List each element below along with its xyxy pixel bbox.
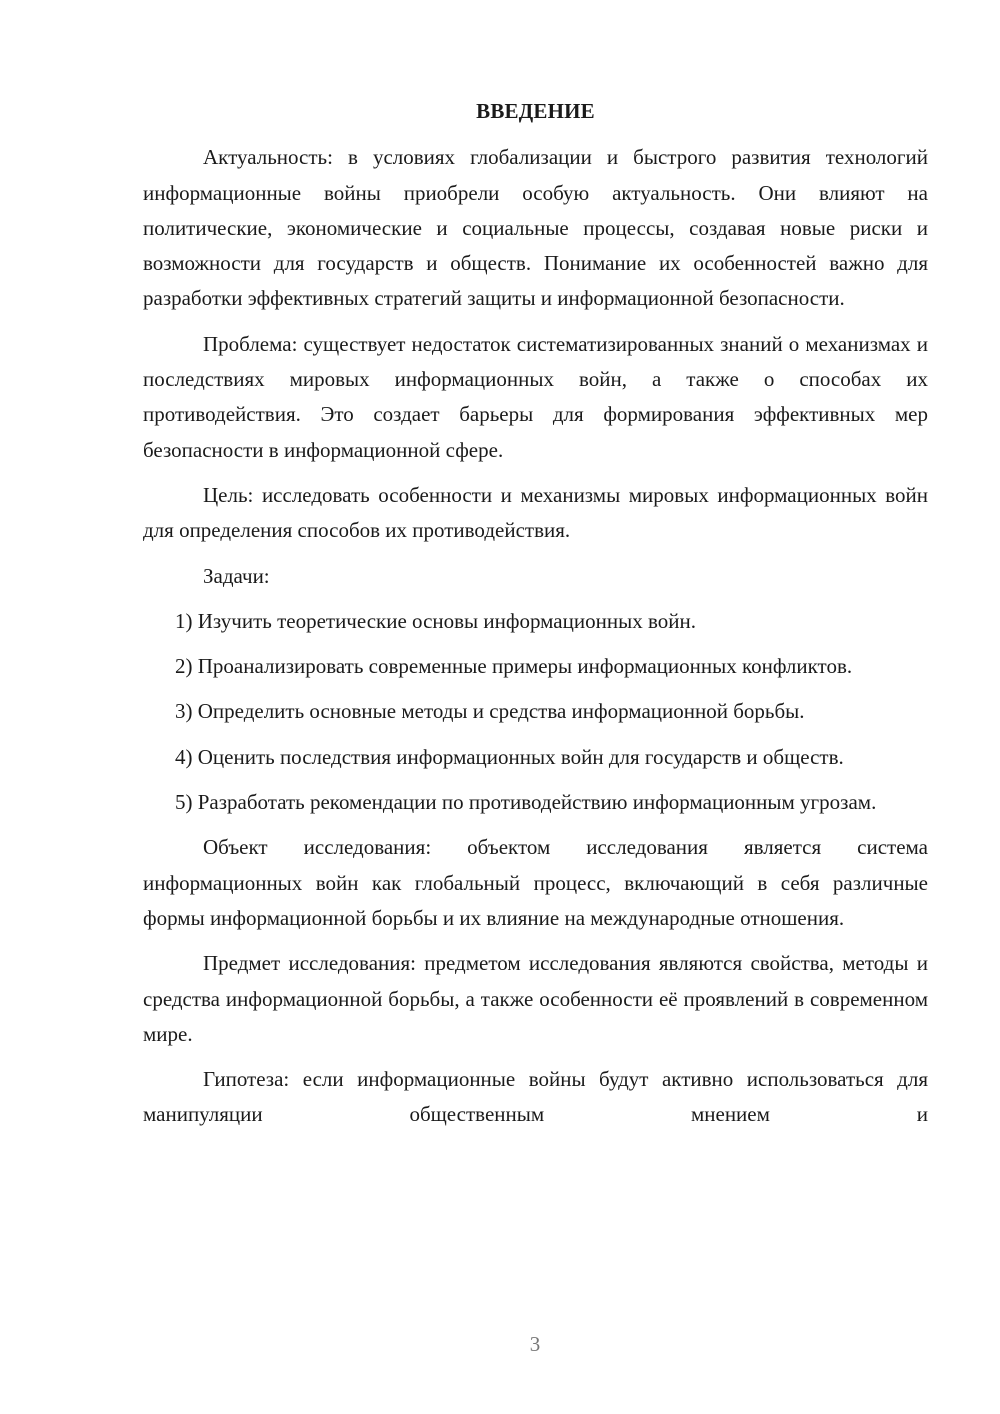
task-item-5: 5) Разработать рекомендации по противодействию информационным угрозам. <box>175 790 877 815</box>
document-page <box>143 94 928 1133</box>
paragraph-relevance: Актуальность: в условиях глобализации и быстрого развития технологий информационные войны приобрели особую актуальность. Они влияют на политические, экономические и социальные процессы, создавая новые риски и возможности для государств и обществ. Понимание их особенностей важно для разработки эффективных стратегий защиты и информационной безопасности. <box>143 145 928 311</box>
task-item-2: 2) Проанализировать современные примеры информационных конфликтов. <box>175 654 853 679</box>
paragraph-problem: Проблема: существует недостаток систематизированных знаний о механизмах и последствиях мировых информационных войн, а также о способах их противодействия. Это создает барьеры для формирования эффективных мер безопасности в информационной сфере. <box>143 331 928 462</box>
task-item-3: 3) Определить основные методы и средства информационной борьбы. <box>175 699 805 724</box>
page-title: ВВЕДЕНИЕ <box>476 99 595 123</box>
page-number: 3 <box>529 1332 541 1356</box>
paragraph-subject: Предмет исследования: предметом исследования являются свойства, методы и средства информационной борьбы, а также особенности её проявлений в современном мире. <box>143 951 928 1046</box>
paragraph-goal: Цель: исследовать особенности и механизмы мировых информационных войн для определения способов их противодействия. <box>143 482 928 543</box>
task-item-4: 4) Оценить последствия информационных войн для государств и обществ. <box>175 744 844 769</box>
tasks-heading: Задачи: <box>203 563 270 588</box>
paragraph-hypothesis: Гипотеза: если информационные войны будут активно использоваться для манипуляции общественным мнением и <box>143 1067 928 1127</box>
paragraph-object: Объект исследования: объектом исследования является система информационных войн как глобальный процесс, включающий в себя различные формы информационной борьбы и их влияние на международные отношения. <box>143 835 928 930</box>
task-item-1: 1) Изучить теоретические основы информационных войн. <box>175 608 696 633</box>
